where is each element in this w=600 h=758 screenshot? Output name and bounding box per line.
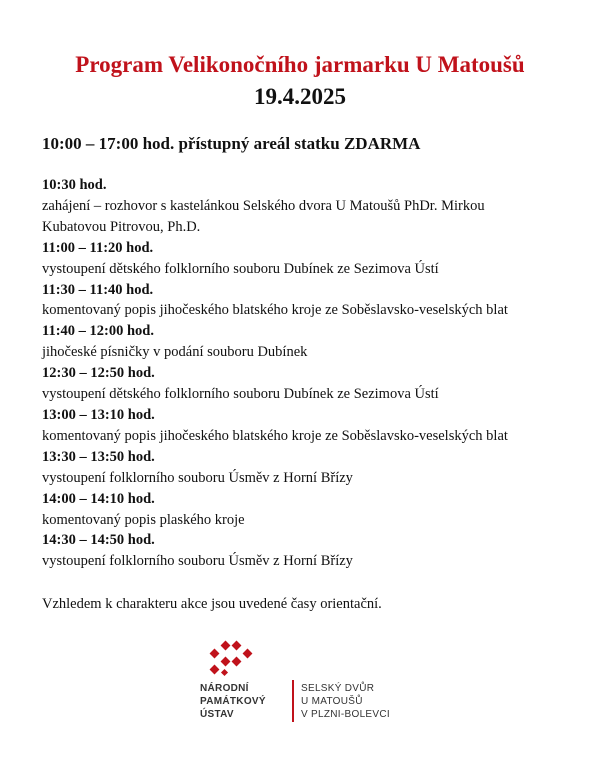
opening-hours: 10:00 – 17:00 hod. přístupný areál statku ZDARMA bbox=[42, 134, 421, 153]
site-name bbox=[301, 682, 390, 721]
site-name-line: U MATOUŠŮ bbox=[301, 696, 363, 707]
logo-divider bbox=[292, 680, 294, 722]
npu-squares-logo-icon bbox=[200, 640, 260, 680]
entry-description: jihočeské písničky v podání souboru Dubínek bbox=[42, 344, 308, 361]
entry-time: 10:30 hod. bbox=[42, 177, 107, 193]
entry-description: vystoupení dětského folklorního souboru Dubínek ze Sezimova Ústí bbox=[42, 386, 439, 403]
entry-time: 14:00 – 14:10 hod. bbox=[42, 490, 155, 507]
org-name-line: NÁRODNÍ bbox=[200, 683, 249, 694]
org-name-line: ÚSTAV bbox=[200, 709, 234, 720]
entry-description: komentovaný popis plaského kroje bbox=[42, 511, 245, 528]
program-entry bbox=[42, 175, 562, 238]
entry-time: 11:30 – 11:40 hod. bbox=[42, 281, 154, 298]
entry-time: 11:40 – 12:00 hod. bbox=[42, 323, 154, 340]
program-entry bbox=[42, 321, 562, 363]
site-name-line: SELSKÝ DVŮR bbox=[301, 683, 375, 694]
entry-time: 13:00 – 13:10 hod. bbox=[42, 406, 155, 423]
program-list bbox=[42, 175, 562, 572]
entry-description: zahájení – rozhovor s kastelánkou Selského dvora U Matoušů PhDr. Mirkou Kubatovou Pitrovou, Ph.D. bbox=[42, 197, 485, 235]
organization-name bbox=[200, 682, 266, 721]
program-entry bbox=[42, 530, 562, 572]
program-entry bbox=[42, 489, 562, 531]
program-entry bbox=[42, 363, 562, 405]
page-title: Program Velikonočního jarmarku U Matoušů bbox=[75, 52, 525, 77]
program-entry bbox=[42, 447, 562, 489]
entry-description: vystoupení dětského folklorního souboru Dubínek ze Sezimova Ústí bbox=[42, 260, 439, 277]
entry-description: vystoupení folklorního souboru Úsměv z Horní Břízy bbox=[42, 553, 353, 570]
program-entry bbox=[42, 280, 562, 322]
entry-description: komentovaný popis jihočeského blatského kroje ze Soběslavsko-veselských blat bbox=[42, 427, 508, 444]
event-date: 19.4.2025 bbox=[254, 84, 346, 109]
entry-description: komentovaný popis jihočeského blatského kroje ze Soběslavsko-veselských blat bbox=[42, 302, 508, 319]
entry-time: 12:30 – 12:50 hod. bbox=[42, 365, 155, 382]
timing-note: Vzhledem k charakteru akce jsou uvedené časy orientační. bbox=[42, 596, 382, 612]
org-name-line: PAMÁTKOVÝ bbox=[200, 696, 266, 707]
npu-logo bbox=[200, 640, 450, 730]
program-entry bbox=[42, 238, 562, 280]
entry-time: 14:30 – 14:50 hod. bbox=[42, 532, 155, 549]
program-entry bbox=[42, 405, 562, 447]
site-name-line: V PLZNI-BOLEVCI bbox=[301, 709, 390, 720]
entry-description: vystoupení folklorního souboru Úsměv z Horní Břízy bbox=[42, 469, 353, 486]
entry-time: 11:00 – 11:20 hod. bbox=[42, 239, 154, 256]
entry-time: 13:30 – 13:50 hod. bbox=[42, 448, 155, 465]
